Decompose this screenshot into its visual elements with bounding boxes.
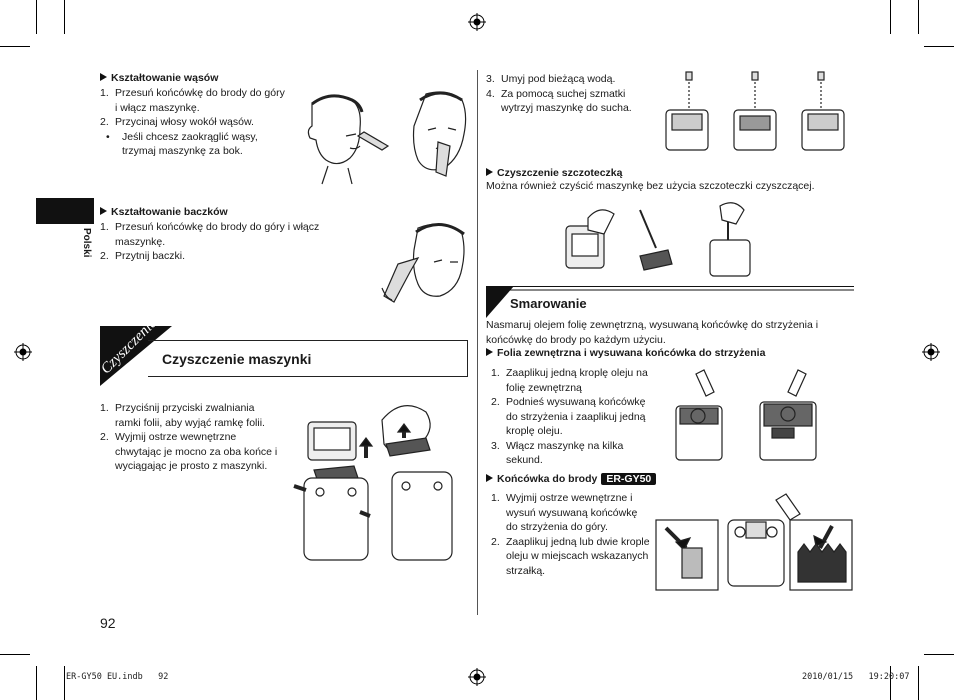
page-title: Czyszczenie maszynki (162, 351, 312, 367)
registration-mark-icon (468, 13, 486, 31)
footer-timestamp: 2010/01/15 19:20:07 (802, 672, 910, 682)
page-number: 92 (100, 615, 116, 631)
section-heading: Folia zewnętrzna i wysuwana końcówka do strzyżenia (486, 347, 848, 359)
moustache-trimming-illustration (298, 86, 468, 186)
section-heading: Kształtowanie baczków (100, 206, 350, 218)
list-item: 2. Zaaplikuj jedną lub dwie krople oleju w miejscach wskazanych strzałką. (491, 535, 650, 577)
footer-file: ER-GY50 EU.indb 92 (66, 672, 169, 682)
registration-mark-icon (468, 668, 486, 686)
crop-mark (890, 0, 891, 34)
list-item: 1. Przesuń końcówkę do brody do góry i włącz maszynkę. (100, 221, 320, 248)
foil-steps (491, 366, 651, 468)
model-badge: ER-GY50 (601, 473, 656, 485)
registration-mark-icon (14, 343, 32, 361)
list-item: 1. Wyjmij ostrze wewnętrzne i wysuń wysuwaną końcówkę do strzyżenia do góry. (491, 492, 638, 533)
wash-steps (486, 72, 656, 116)
crop-mark (64, 666, 65, 700)
oil-foil-illustration (668, 366, 828, 460)
arrow-right-icon (486, 348, 493, 356)
lubrication-intro-text: Nasmaruj olejem folię zewnętrzną, wysuwaną końcówkę do strzyżenia i końcówkę do brody po każdym użyciu. (486, 319, 819, 346)
list-item: 2. Podnieś wysuwaną końcówkę do strzyżenia i zaaplikuj jedną kroplę oleju. (491, 396, 646, 437)
arrow-right-icon (100, 73, 107, 81)
washing-illustration (656, 70, 852, 152)
arrow-right-icon (100, 207, 107, 215)
beard-steps (491, 491, 651, 578)
crop-mark (924, 654, 954, 655)
list-item: 4. Za pomocą suchej szmatki wytrzyj maszynkę do sucha. (486, 87, 632, 114)
language-tab (36, 198, 94, 224)
crop-mark (36, 666, 37, 700)
list-item: • Jeśli chcesz zaokrąglić wąsy, trzymaj maszynkę za bok. (100, 130, 290, 159)
registration-mark-icon (922, 343, 940, 361)
lubrication-title: Smarowanie (510, 296, 587, 311)
crop-mark (918, 0, 919, 34)
arrow-right-icon (486, 474, 493, 482)
section-heading: Czyszczenie szczoteczką (486, 167, 856, 179)
list-item: 1. Przesuń końcówkę do brody do góry i włącz maszynkę. (100, 87, 285, 114)
list-item: 2. Przytnij baczki. (100, 250, 186, 262)
crop-mark (924, 46, 954, 47)
section-heading: Kształtowanie wąsów (100, 72, 290, 84)
brush-text: Można również czyścić maszynkę bez użycia szczoteczki czyszczącej. (486, 180, 815, 192)
sideburns-section (100, 206, 350, 264)
brush-cleaning-illustration (560, 200, 756, 278)
column-divider (477, 70, 478, 615)
list-item: 1. Zaaplikuj jedną kroplę oleju na folię zewnętrzną (491, 367, 648, 394)
sideburns-trimming-illustration (378, 218, 470, 306)
list-item: 3. Umyj pod bieżącą wodą. (486, 73, 616, 85)
list-item: 1. Przyciśnij przyciski zwalniania ramki folii, aby wyjąć ramkę folii. (100, 402, 265, 429)
crop-mark (64, 0, 65, 34)
crop-mark (0, 654, 30, 655)
list-item: 2. Przycinaj włosy wokół wąsów. (100, 116, 254, 128)
cleaning-steps (100, 401, 280, 474)
crop-mark (918, 666, 919, 700)
lubrication-intro (486, 318, 848, 359)
list-item: 2. Wyjmij ostrze wewnętrzne chwytając je mocno za oba końce i wyciągając je prosto z maszynki. (100, 431, 278, 472)
crop-mark (36, 0, 37, 34)
language-label: Polski (81, 228, 92, 258)
moustache-section (100, 72, 290, 159)
oil-beard-attachment-illustration (656, 492, 854, 592)
crop-mark (0, 46, 30, 47)
remove-blade-illustration (294, 400, 472, 560)
arrow-right-icon (486, 168, 493, 176)
beard-attachment-heading: Końcówka do brody ER-GY50 (486, 473, 686, 485)
list-item: 3. Włącz maszynkę na kilka sekund. (491, 439, 624, 466)
cleaning-banner-label: Czyszczenie (98, 315, 160, 378)
brush-section (486, 167, 856, 194)
